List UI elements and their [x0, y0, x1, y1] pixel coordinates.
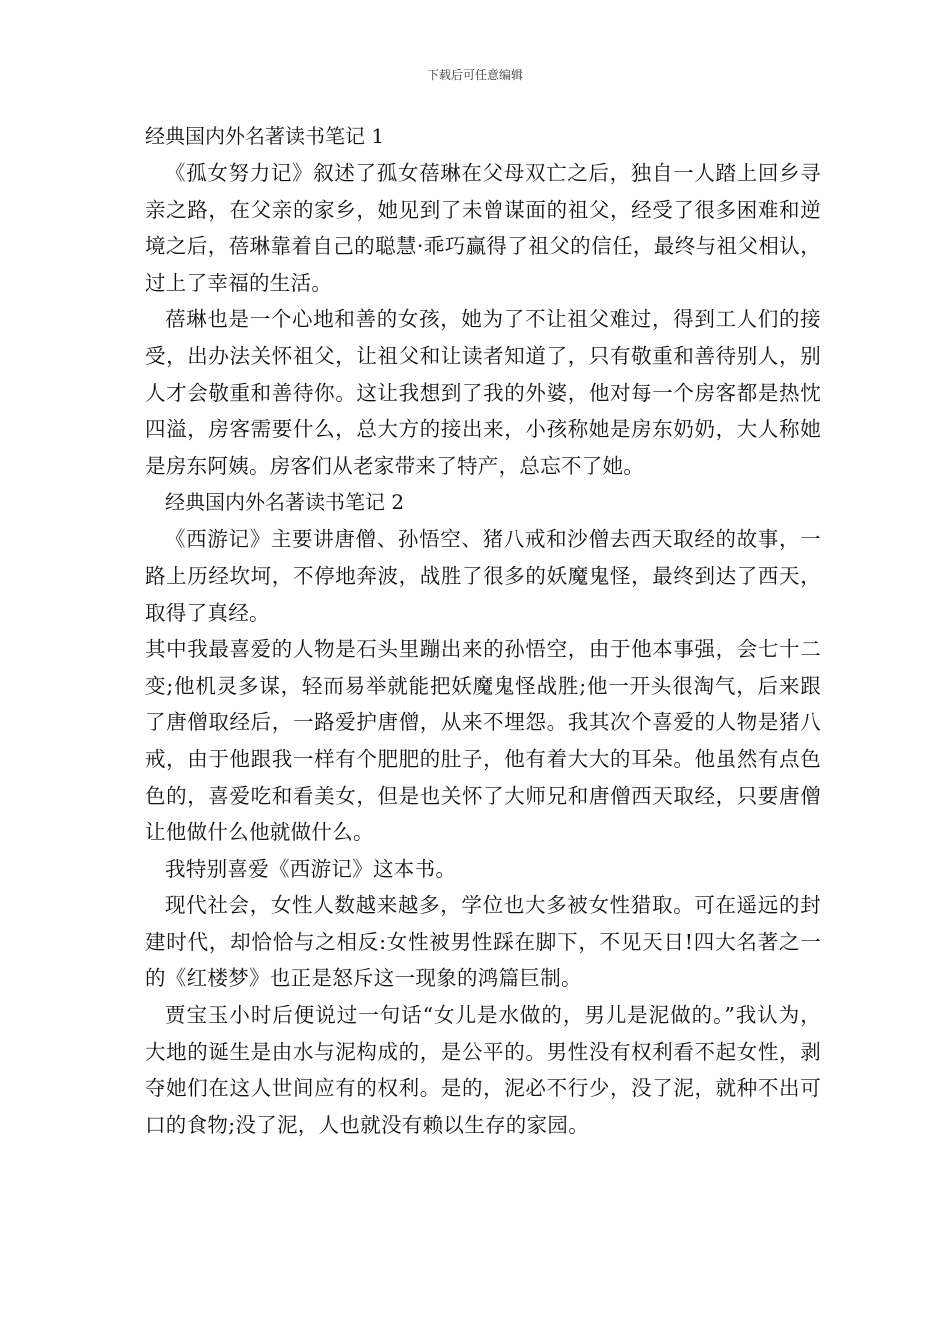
section-1-title: 经典国内外名著读书笔记 1: [145, 124, 385, 148]
section-2-paragraph-1: 《西游记》主要讲唐僧、孙悟空、猪八戒和沙僧去西天取经的故事，一路上历经坎坷，不停地奔波，战胜了很多的妖魔鬼怪，最终到达了西天，取得了真经。: [145, 527, 821, 625]
page-header-note: 下载后可任意编辑: [426, 68, 523, 82]
section-2-paragraph-4: 现代社会，女性人数越来越多，学位也大多被女性猎取。可在遥远的封建时代，却恰恰与之相反:女性被男性踩在脚下，不见天日!四大名著之一的《红楼梦》也正是怒斥这一现象的鸿篇巨制。: [145, 893, 821, 991]
document-body: [145, 118, 821, 1143]
section-1-paragraph-2: 蓓琳也是一个心地和善的女孩，她为了不让祖父难过，得到工人们的接受，出办法关怀祖父，让祖父和让读者知道了，只有敬重和善待别人，别人才会敬重和善待你。这让我想到了我的外婆，他对每一个房客都是热忱四溢，房客需要什么，总大方的接出来，小孩称她是房东奶奶，大人称她是房东阿姨。房客们从老家带来了特产，总忘不了她。: [145, 307, 821, 478]
section-1-paragraph-1: 《孤女努力记》叙述了孤女蓓琳在父母双亡之后，独自一人踏上回乡寻亲之路，在父亲的家乡，她见到了未曾谋面的祖父，经受了很多困难和逆境之后，蓓琳靠着自己的聪慧·乖巧赢得了祖父的信任，最终与祖父相认，过上了幸福的生活。: [145, 161, 821, 295]
section-2-title: 经典国内外名著读书笔记 2: [165, 490, 405, 515]
section-2-paragraph-3: 我特别喜爱《西游记》这本书。: [165, 856, 457, 881]
section-2-paragraph-5: 贾宝玉小时后便说过一句话“女儿是水做的，男儿是泥做的。”我认为，大地的诞生是由水与泥构成的，是公平的。男性没有权利看不起女性，剥夺她们在这人世间应有的权利。是的，泥必不行少，没了泥，就种不出可口的食物;没了泥，人也就没有赖以生存的家园。: [145, 1003, 821, 1137]
section-2-paragraph-2: 其中我最喜爱的人物是石头里蹦出来的孙悟空，由于他本事强，会七十二变;他机灵多谋，轻而易举就能把妖魔鬼怪战胜;他一开头很淘气，后来跟了唐僧取经后，一路爱护唐僧，从来不埋怨。我其次个喜爱的人物是猪八戒，由于他跟我一样有个肥肥的肚子，他有着大大的耳朵。他虽然有点色色的，喜爱吃和看美女，但是也关怀了大师兄和唐僧西天取经，只要唐僧让他做什么他就做什么。: [145, 637, 821, 845]
